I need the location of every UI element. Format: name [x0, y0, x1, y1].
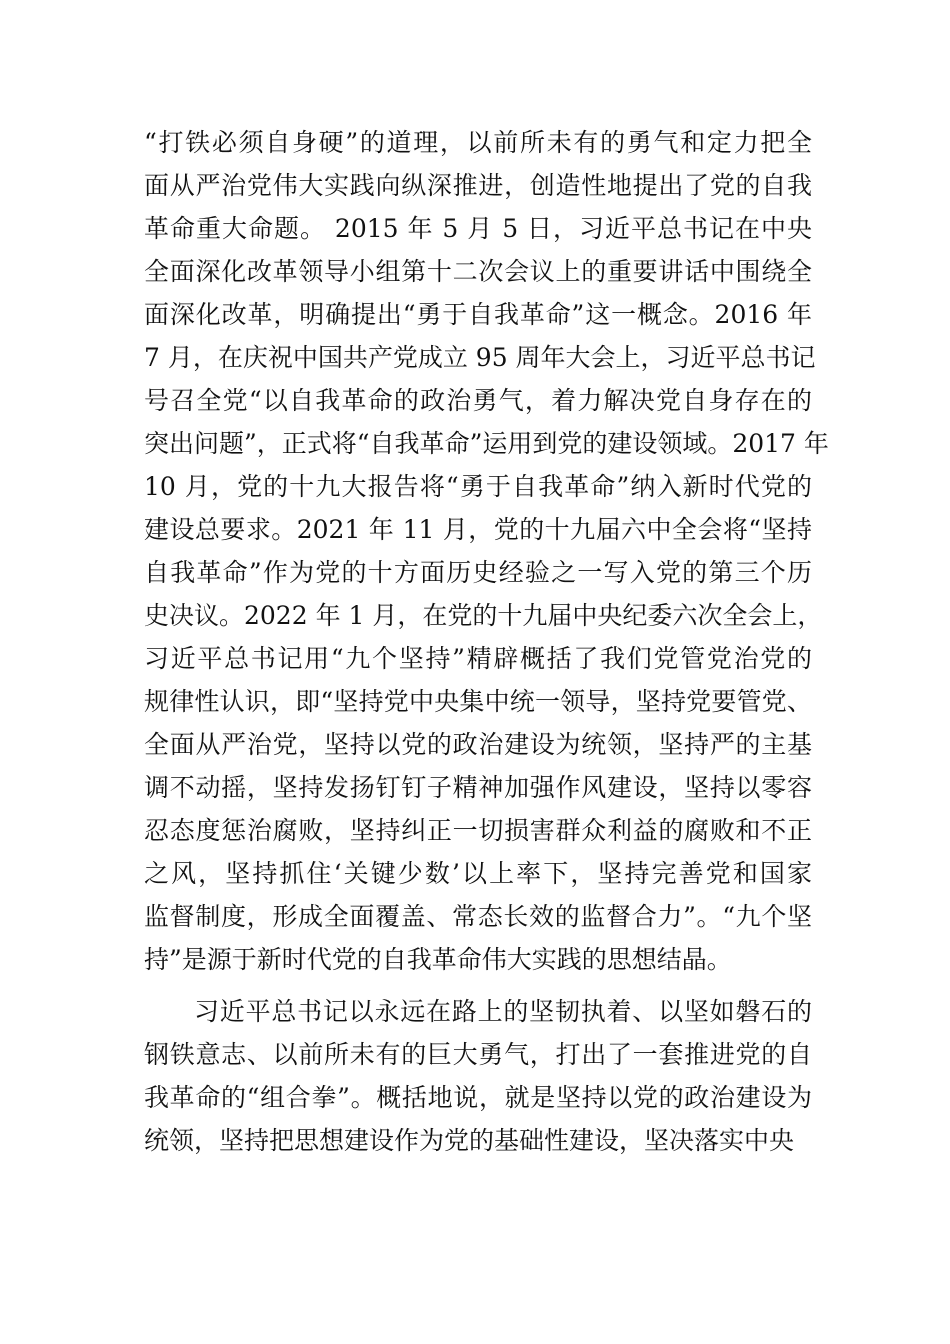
text-line: 习近平总书记用“九个坚持”精辟概括了我们党管党治党的 [144, 644, 812, 673]
text-line: 之风，坚持抓住‘关键少数’以上率下，坚持完善党和国家 [144, 859, 812, 888]
text-line: “打铁必须自身硬”的道理，以前所未有的勇气和定力把全 [144, 128, 812, 157]
text-line: 全面从严治党，坚持以党的政治建设为统领，坚持严的主基 [144, 730, 812, 759]
text-line: 调不动摇，坚持发扬钉钉子精神加强作风建设，坚持以零容 [144, 773, 812, 802]
text-line: 建设总要求。2021 年 11 月，党的十九届六中全会将“坚持 [144, 515, 812, 544]
paragraph-2 [144, 990, 812, 1162]
text-line: 面深化改革，明确提出“勇于自我革命”这一概念。2016 年 [144, 300, 812, 329]
paragraph-1 [144, 121, 829, 981]
text-line: 监督制度，形成全面覆盖、常态长效的监督合力”。“九个坚 [144, 902, 812, 931]
text-line: 持”是源于新时代党的自我革命伟大实践的思想结晶。 [144, 945, 732, 974]
text-line: 突出问题”，正式将“自我革命”运用到党的建设领域。2017 年 [144, 429, 829, 458]
text-line: 钢铁意志、以前所未有的巨大勇气，打出了一套推进党的自 [144, 1040, 812, 1069]
text-line: 号召全党“以自我革命的政治勇气，着力解决党自身存在的 [144, 386, 812, 415]
text-line: 我革命的“组合拳”。概括地说，就是坚持以党的政治建设为 [144, 1083, 812, 1112]
text-line: 面从严治党伟大实践向纵深推进，创造性地提出了党的自我 [144, 171, 812, 200]
paragraph-spacing [144, 981, 812, 990]
text-line: 史决议。2022 年 1 月，在党的十九届中央纪委六次全会上， [144, 601, 823, 630]
text-line: 统领，坚持把思想建设作为党的基础性建设，坚决落实中央 [144, 1126, 795, 1155]
text-line: 规律性认识，即“坚持党中央集中统一领导，坚持党要管党、 [144, 687, 812, 716]
text-line: 7 月，在庆祝中国共产党成立 95 周年大会上，习近平总书记 [144, 343, 816, 372]
text-line: 忍态度惩治腐败，坚持纠正一切损害群众利益的腐败和不正 [144, 816, 812, 845]
text-line: 10 月，党的十九大报告将“勇于自我革命”纳入新时代党的 [144, 472, 812, 501]
text-line: 自我革命”作为党的十方面历史经验之一写入党的第三个历 [144, 558, 812, 587]
body-text [144, 121, 829, 1162]
text-line: 革命重大命题。 2015 年 5 月 5 日，习近平总书记在中央 [144, 214, 812, 243]
text-line: 全面深化改革领导小组第十二次会议上的重要讲话中围绕全 [144, 257, 812, 286]
text-line: 习近平总书记以永远在路上的坚韧执着、以坚如磐石的 [194, 997, 812, 1026]
